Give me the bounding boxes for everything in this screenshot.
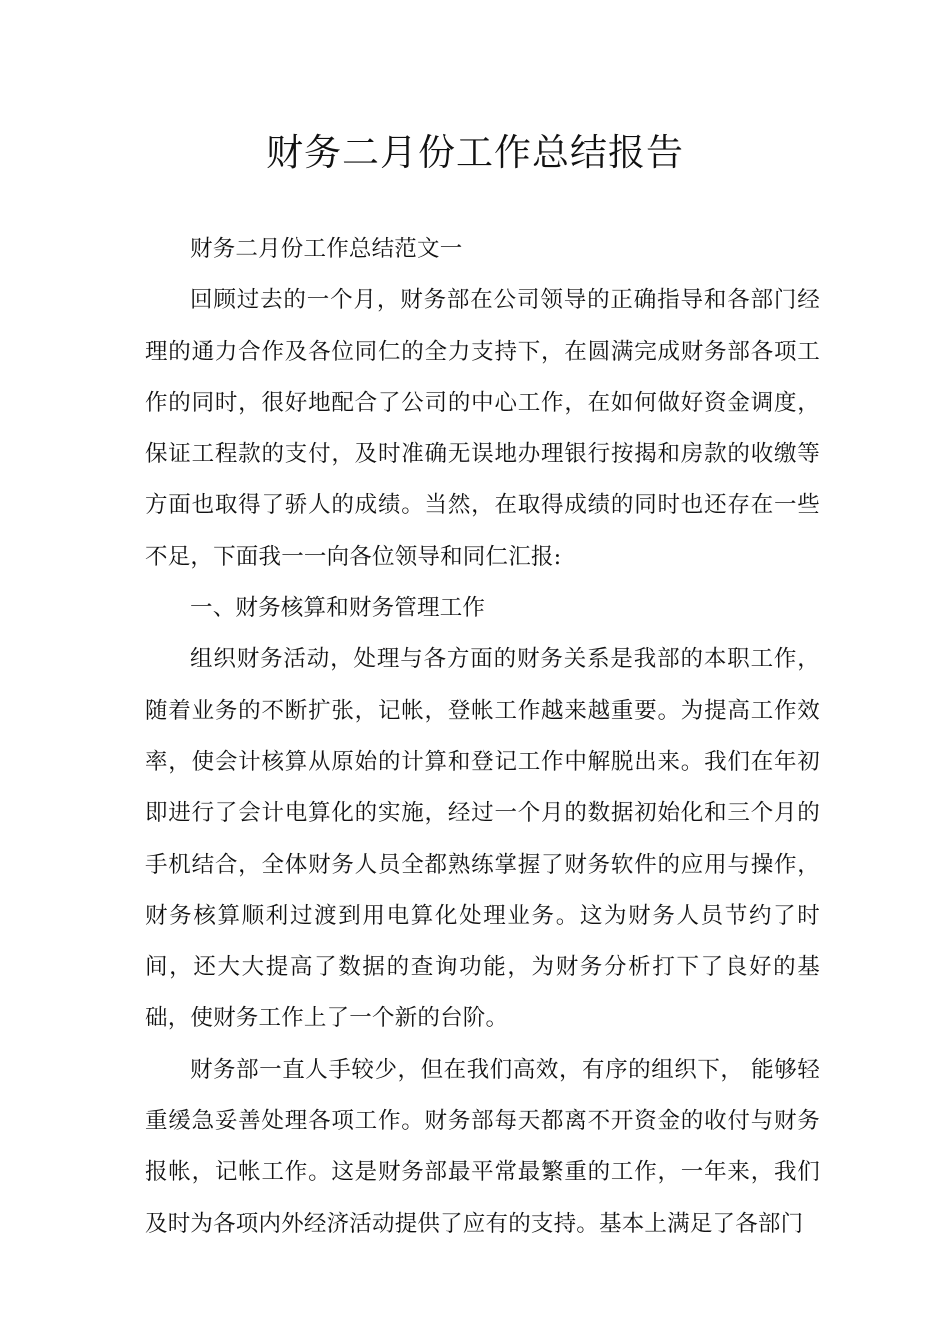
paragraph-accounting: 组织财务活动，处理与各方面的财务关系是我部的本职工作，随着业务的不断扩张，记帐，登帐工作越来越重要。为提高工作效率，使会计核算从原始的计算和登记工作中解脱出来。我们在年初即进行了会计电算化的实施，经过一个月的数据初始化和三个月的手机结合，全体财务人员全都熟练掌握了财务软件的应用与操作，财务核算顺利过渡到用电算化处理业务。这为财务人员节约了时间，还大大提高了数据的查询功能，为财务分析打下了良好的基础，使财务工作上了一个新的台阶。 <box>145 646 820 1032</box>
document-body <box>145 224 820 1250</box>
paragraph-review: 回顾过去的一个月，财务部在公司领导的正确指导和各部门经理的通力合作及各位同仁的全力支持下，在圆满完成财务部各项工作的同时，很好地配合了公司的中心工作，在如何做好资金调度，保证工程款的支付，及时准确无误地办理银行按揭和房款的收缴等方面也取得了骄人的成绩。当然，在取得成绩的同时也还存在一些不足，下面我一一向各位领导和同仁汇报: <box>145 287 820 570</box>
document-title: 财务二月份工作总结报告 <box>266 131 684 174</box>
paragraph-staffing: 财务部一直人手较少，但在我们高效，有序的组织下， 能够轻重缓急妥善处理各项工作。财务部每天都离不开资金的收付与财务报帐，记帐工作。这是财务部最平常最繁重的工作，一年来，我们及时为各项内外经济活动提供了应有的支持。基本上满足了各部门 <box>145 1056 820 1237</box>
section-heading-accounting: 一、财务核算和财务管理工作 <box>190 595 486 622</box>
section-heading-sample-one: 财务二月份工作总结范文一 <box>190 236 463 262</box>
